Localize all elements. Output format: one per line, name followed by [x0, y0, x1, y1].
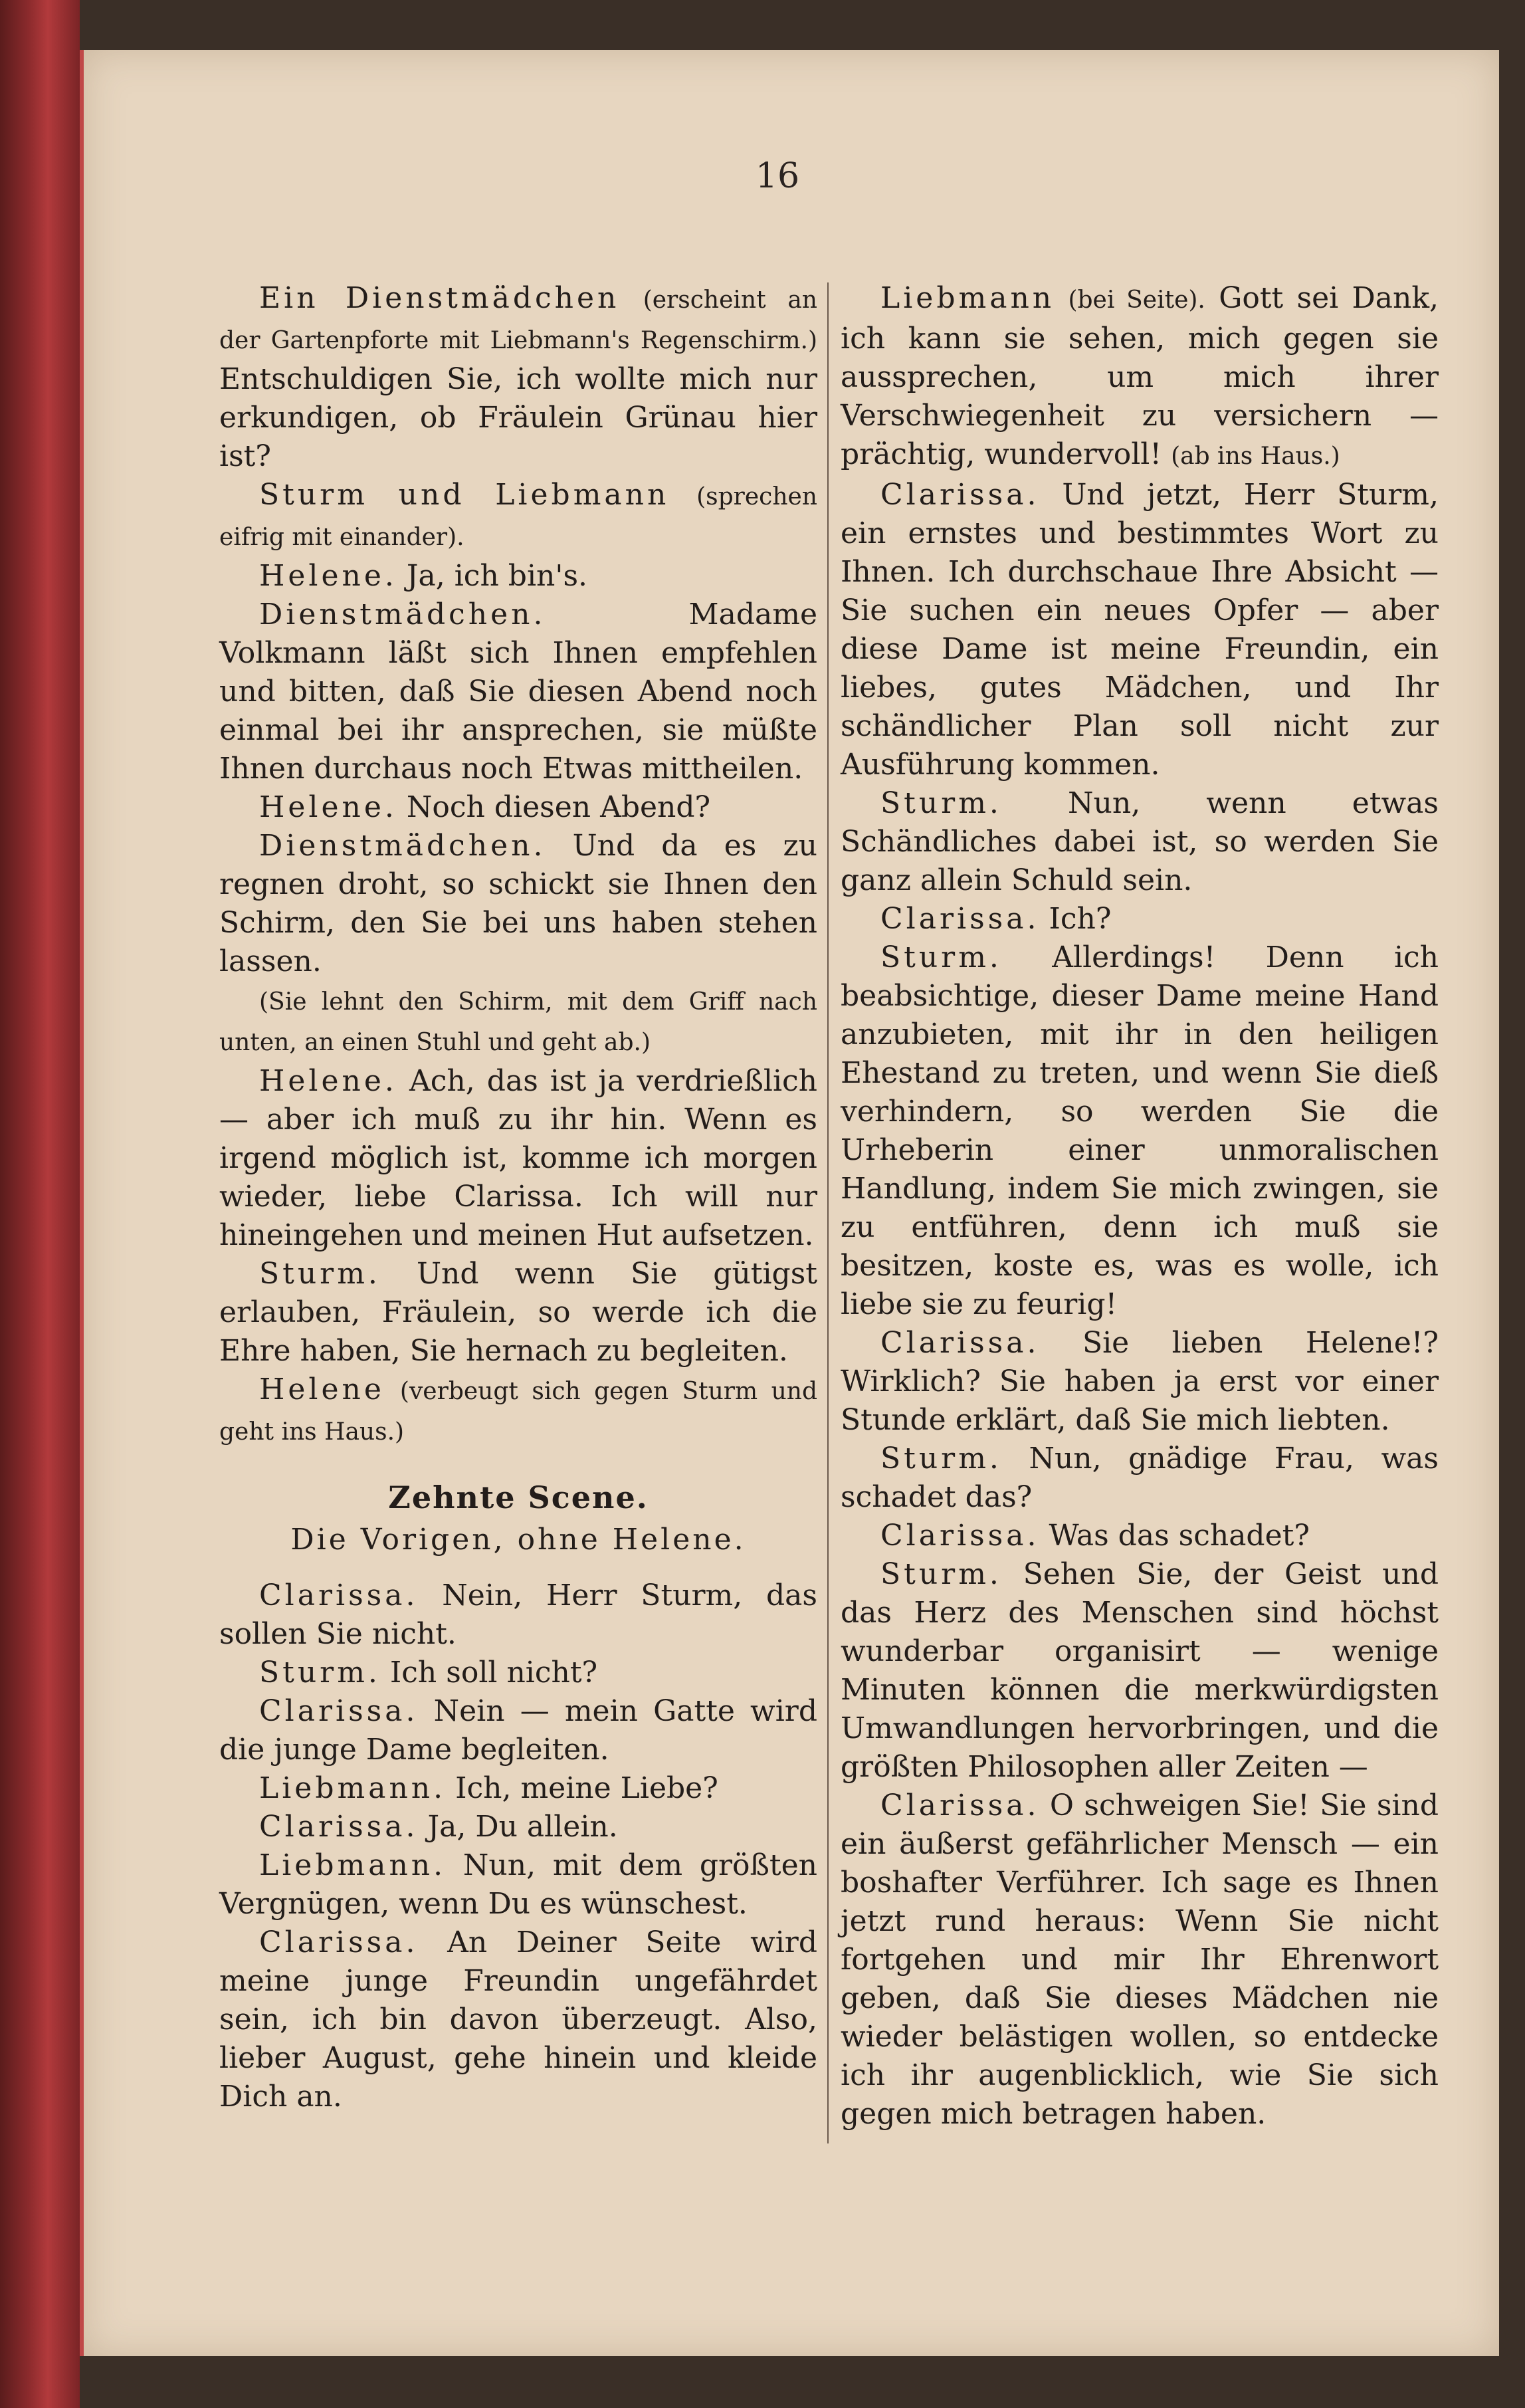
speech-text: Nun, wenn etwas Schändliches dabei ist, so werden Sie ganz allein Schuld sein. — [841, 786, 1439, 897]
speech-text: Allerdings! Denn ich beabsichtige, dieser Dame meine Hand anzubieten, mit ihr in den heiligen Ehestand zu treten, und wenn Sie dieß verhindern, so werden Sie die Urheberin einer unmoralischen Handlung, indem Sie mich zwingen, sie zu entführen, denn ich muß sie besitzen, koste es, was es wolle, ich liebe sie zu feurig! — [841, 940, 1439, 1321]
speech — [219, 1923, 817, 2116]
stage-direction: (Sie lehnt den Schirm, mit dem Griff nach unten, an einen Stuhl und geht ab.) — [219, 988, 817, 1056]
speech — [841, 279, 1439, 476]
speaker-name: Sturm. — [880, 1442, 1002, 1476]
speech-text: Nun, mit dem größten Vergnügen, wenn Du es wünschest. — [219, 1848, 817, 1921]
speech-text: Sie lieben Helene!? Wirklich? Sie haben ja erst vor einer Stunde erklärt, daß Sie mich liebten. — [841, 1326, 1439, 1437]
speech-text: Nein — mein Gatte wird die junge Dame begleiten. — [219, 1694, 817, 1767]
speaker-name: Sturm. — [880, 786, 1002, 820]
speaker-name: Liebmann. — [259, 1848, 447, 1882]
speech — [219, 1370, 817, 1452]
speech — [219, 981, 817, 1062]
column-divider — [827, 282, 829, 2143]
speech-text: Madame Volkmann läßt sich Ihnen empfehlen und bitten, daß Sie diesen Abend noch einmal bei ihr ansprechen, sie müßte Ihnen durchaus noch Etwas mittheilen. — [219, 598, 817, 786]
speaker-name: Clarissa. — [880, 1519, 1040, 1553]
speaker-name: Helene. — [259, 790, 397, 824]
scene-title: Zehnte Scene. — [388, 1479, 649, 1515]
speech — [219, 1654, 817, 1692]
speech-text: O schweigen Sie! Sie sind ein äußerst gefährlicher Mensch — ein boshafter Verführer. Ich sage es Ihnen jetzt rund heraus: Wenn Sie nicht fortgehen und mir Ihr Ehrenwort geben, daß Sie dieses Mädchen nie wieder belästigen wollen, so entdecke ich ihr augenblicklich, wie Sie sich gegen mich betragen haben. — [841, 1789, 1439, 2131]
speech-text: An Deiner Seite wird meine junge Freundin ungefährdet sein, ich bin davon überzeugt. Also, lieber August, gehe hinein und kleide Dich an. — [219, 1925, 817, 2114]
speech-text: Ja, Du allein. — [427, 1810, 618, 1844]
speech — [219, 596, 817, 788]
speaker-name: Dienstmädchen. — [259, 598, 546, 631]
speaker-name: Helene. — [259, 1064, 397, 1098]
speech-text: Und wenn Sie gütigst erlauben, Fräulein, so werde ich die Ehre haben, Sie hernach zu begleiten. — [219, 1257, 817, 1368]
speech — [219, 1769, 817, 1808]
speech — [841, 1324, 1439, 1440]
speaker-name: Helene. — [259, 559, 397, 593]
stage-direction: (ab ins Haus.) — [1171, 443, 1340, 470]
speech — [219, 1062, 817, 1255]
speech — [219, 557, 817, 596]
speech — [219, 788, 817, 827]
speech — [841, 1440, 1439, 1517]
speech — [841, 900, 1439, 938]
speaker-name: Clarissa. — [259, 1925, 419, 1959]
speech — [219, 1846, 817, 1923]
speaker-name: Clarissa. — [880, 1789, 1040, 1822]
speaker-name: Ein Dienstmädchen — [259, 281, 620, 315]
speaker-name: Sturm. — [880, 1557, 1002, 1591]
stage-direction: (sprechen eifrig mit einander). — [219, 483, 817, 551]
speech — [841, 784, 1439, 900]
speech — [841, 476, 1439, 784]
speaker-name: Liebmann. — [259, 1771, 447, 1805]
right-speeches — [841, 279, 1439, 2134]
right-column — [841, 279, 1439, 2134]
page-number: 16 — [755, 156, 800, 196]
speaker-name: Sturm. — [259, 1656, 381, 1690]
speech — [219, 1808, 817, 1846]
speech — [219, 476, 817, 557]
speech-text: Ich soll nicht? — [389, 1656, 598, 1690]
speaker-name: Liebmann — [880, 281, 1055, 315]
speech — [219, 279, 817, 476]
speech — [219, 1692, 817, 1769]
speech-text: Nun, gnädige Frau, was schadet das? — [841, 1442, 1439, 1514]
speaker-name: Clarissa. — [259, 1579, 419, 1612]
speech — [841, 938, 1439, 1324]
stage-direction: (bei Seite). — [1068, 286, 1205, 314]
speech-text: Ja, ich bin's. — [406, 559, 588, 593]
speaker-name: Clarissa. — [259, 1694, 419, 1728]
speech-text: Nein, Herr Sturm, das sollen Sie nicht. — [219, 1579, 817, 1651]
speaker-name: Clarissa. — [880, 478, 1040, 512]
speaker-name: Sturm. — [259, 1257, 381, 1291]
speech-text: Gott sei Dank, ich kann sie sehen, mich gegen sie aussprechen, um mich ihrer Verschwiegenheit zu versichern — prächtig, wundervoll! — [841, 281, 1439, 471]
left-column — [219, 279, 817, 2116]
speech-text: Noch diesen Abend? — [406, 790, 711, 824]
speaker-name: Sturm. — [880, 940, 1002, 974]
book-edge — [0, 0, 80, 2408]
speech — [841, 1517, 1439, 1555]
speech-text: Und da es zu regnen droht, so schickt sie Ihnen den Schirm, den Sie bei uns haben stehen lassen. — [219, 829, 817, 978]
speaker-name: Clarissa. — [259, 1810, 419, 1844]
speech — [219, 827, 817, 981]
speech — [219, 1255, 817, 1370]
speech — [841, 1555, 1439, 1787]
speaker-name: Dienstmädchen. — [259, 829, 546, 863]
stage-direction: (erscheint an der Gartenpforte mit Liebmann's Regenschirm.) — [219, 286, 817, 354]
speaker-name: Clarissa. — [880, 902, 1040, 936]
speech-text: Ach, das ist ja verdrießlich — aber ich muß zu ihr hin. Wenn es irgend möglich ist, komme ich morgen wieder, liebe Clarissa. Ich will nur hineingehen und meinen Hut aufsetzen. — [219, 1064, 817, 1252]
speech-text: Was das schadet? — [1049, 1519, 1310, 1553]
speech-text: Ich? — [1049, 902, 1112, 936]
speech — [841, 1787, 1439, 2134]
speaker-name: Sturm und Liebmann — [259, 478, 670, 512]
speech — [219, 1577, 817, 1654]
left-after-scene — [219, 1577, 817, 2116]
left-speeches — [219, 279, 817, 1452]
speech-text: Sehen Sie, der Geist und das Herz des Menschen sind höchst wunderbar organisirt — wenige Minuten können die merkwürdigsten Umwandlungen hervorbringen, und die größten Philosophen aller Zeiten — — [841, 1557, 1439, 1784]
speaker-name: Helene — [259, 1372, 385, 1406]
speech-text: Entschuldigen Sie, ich wollte mich nur erkundigen, ob Fräulein Grünau hier ist? — [219, 362, 817, 473]
speaker-name: Clarissa. — [880, 1326, 1040, 1360]
scene-subtitle: Die Vorigen, ohne Helene. — [290, 1523, 746, 1557]
speech-text: Ich, meine Liebe? — [455, 1771, 718, 1805]
stage-direction: (verbeugt sich gegen Sturm und geht ins Haus.) — [219, 1378, 817, 1446]
speech-text: Und jetzt, Herr Sturm, ein ernstes und bestimmtes Wort zu Ihnen. Ich durchschaue Ihre Absicht — Sie suchen ein neues Opfer — aber diese Dame ist meine Freundin, ein liebes, gutes Mädchen, und Ihr schändlicher Plan soll nicht zur Ausführung kommen. — [841, 478, 1439, 782]
